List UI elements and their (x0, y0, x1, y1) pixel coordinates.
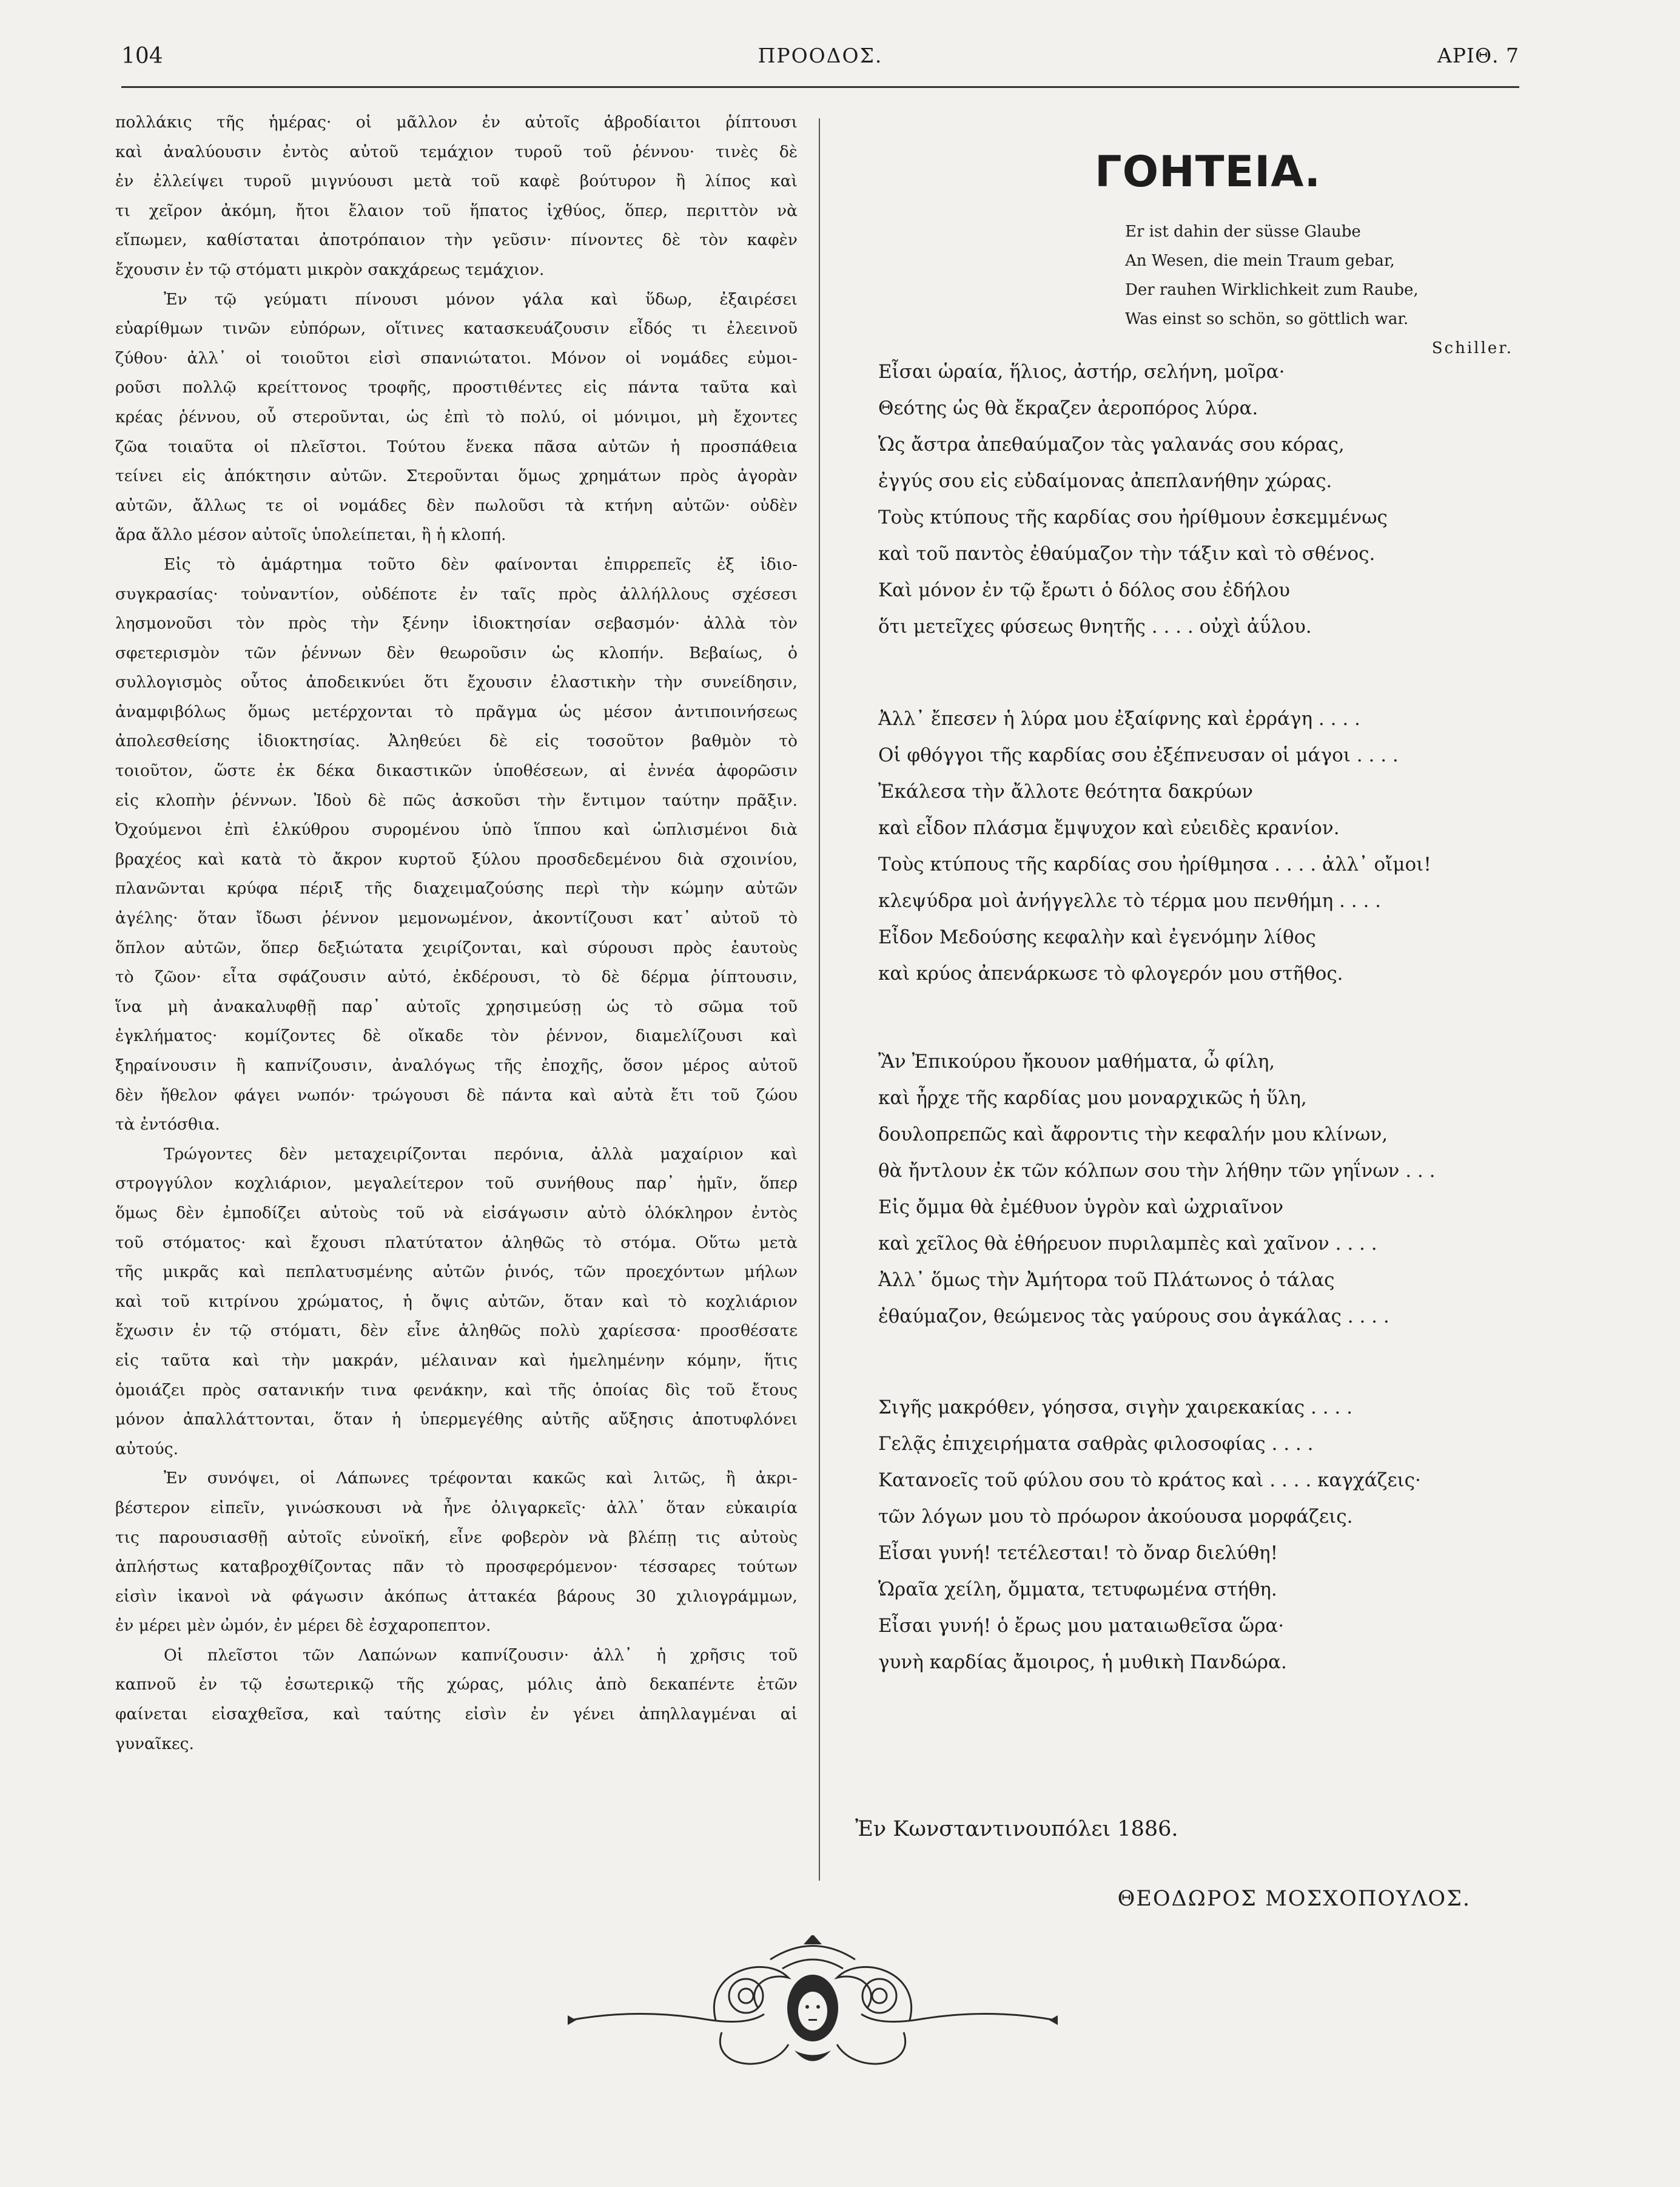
text-line: ὁμοιάζει πρὸς σατανικήν τινα φενάκην, καὶ τῆς ὁποίας δὶς τοῦ ἔτους (115, 1380, 798, 1400)
text-line: ἐν ἐλλείψει τυροῦ μιγνύουσι μετὰ τοῦ καφὲ βούτυρον ἢ λίπος καὶ (115, 172, 798, 191)
header-rule (121, 86, 1519, 88)
issue-number: ΑΡΙΘ. 7 (1437, 44, 1519, 67)
poem-line: Εἶδον Μεδούσης κεφαλὴν καὶ ἐγενόμην λίθος (878, 926, 1316, 948)
poem-line: κλεψύδρα μοὶ ἀνήγγελλε τὸ τέρμα μου πενθήμη . . . . (878, 890, 1382, 912)
page-header (121, 44, 1519, 86)
poem-stanza (878, 354, 1533, 645)
text-line: ἀπλήστως καταβροχθίζοντας πᾶν τὸ προσφερόμενον· τέσσαρες τούτων (115, 1557, 798, 1577)
text-line: Ὀχούμενοι ἐπὶ ἑλκύθρου συρομένου ὑπὸ ἵππου καὶ ὡπλισμένοι διὰ (115, 820, 798, 840)
text-line: ἵνα μὴ ἀνακαλυφθῇ παρ᾽ αὐτοῖς χρησιμεύσῃ ὡς τὸ σῶμα τοῦ (115, 997, 798, 1016)
poem-line: Κατανοεῖς τοῦ φύλου σου τὸ κράτος καὶ . . . . καγχάζεις· (878, 1469, 1421, 1491)
poem-line: Ἐκάλεσα τὴν ἄλλοτε θεότητα δακρύων (878, 781, 1254, 803)
text-line: τοιοῦτον, ὥστε ἐκ δέκα δικαστικῶν ὑποθέσεων, αἱ ἐννέα ἀφορῶσιν (115, 761, 798, 781)
text-line: εὐαρίθμων τινῶν εὐπόρων, οἵτινες κατασκευάζουσιν εἶδός τι ἐλεεινοῦ (115, 319, 798, 339)
text-line: ζύθου· ἀλλ᾽ οἱ τοιοῦτοι εἰσὶ σπανιώτατοι. Μόνον οἱ νομάδες εὐμοι- (115, 348, 798, 368)
poem-line: Ἀλλ᾽ ἔπεσεν ἡ λύρα μου ἐξαίφνης καὶ ἐρράγη . . . . (878, 708, 1360, 730)
text-line: Ἐν τῷ γεύματι πίνουσι μόνον γάλα καὶ ὕδωρ, ἐξαιρέσει (164, 289, 798, 309)
poem-stanza (878, 1389, 1533, 1680)
text-line: κρέας ῥέννου, οὗ στεροῦνται, ὡς ἐπὶ τὸ πολύ, οἱ μόνιμοι, μὴ ἔχοντες (115, 407, 798, 426)
epigraph-line: An Wesen, die mein Traum gebar, (1125, 252, 1395, 270)
text-line: ζῶα τοιαῦτα οἱ πλεῖστοι. Τούτου ἕνεκα πᾶσα αὐτῶν ἡ προσπάθεια (115, 437, 798, 456)
text-line: Οἱ πλεῖστοι τῶν Λαπώνων καπνίζουσιν· ἀλλ᾽ ἡ χρῆσις τοῦ (164, 1645, 798, 1665)
poem-title: ΓΟΗΤΕΙΑ. (1095, 147, 1322, 197)
column-divider (819, 118, 820, 1881)
poem-line: ὅτι μετεῖχες φύσεως θνητῆς . . . . οὐχὶ ἀΰλου. (878, 616, 1312, 638)
poem-line: Εἰς ὄμμα θὰ ἐμέθυον ὑγρὸν καὶ ὠχριαῖνον (878, 1196, 1284, 1218)
poem-stanza (878, 701, 1533, 992)
text-line: σφετερισμὸν τῶν ῥέννων δὲν θεωροῦσιν ὡς κλοπήν. Βεβαίως, ὁ (115, 643, 798, 662)
text-line: συγκρασίας· τοὐναντίον, οὐδέποτε ἐν ταῖς πρὸς ἀλλήλλους σχέσεσι (115, 584, 798, 604)
text-line: καὶ τοῦ κιτρίνου χρώματος, ἡ ὄψις αὐτῶν, ὅταν καὶ τὸ κοχλιάριον (115, 1292, 798, 1311)
text-line: ξηραίνουσιν ἢ καπνίζουσιν, ἀναλόγως τῆς ἐποχῆς, ὅσον μέρος αὐτοῦ (115, 1056, 798, 1075)
poem-line: Οἱ φθόγγοι τῆς καρδίας σου ἐξέπνευσαν οἱ μάγοι . . . . (878, 744, 1399, 766)
poem-line: θὰ ἤντλουν ἐκ τῶν κόλπων σου τὴν λήθην τῶν γηΐνων . . . (878, 1160, 1436, 1182)
text-line: τὸ ζῶον· εἶτα σφάζουσιν αὐτό, ἐκδέρουσι, τὸ δὲ δέρμα ῥίπτουσιν, (115, 968, 798, 987)
text-line: ἀναμφιβόλως ὅμως μετέρχονται τὸ πρᾶγμα ὡς μέσον ἀντιποινήσεως (115, 702, 798, 721)
epigraph-line: Er ist dahin der süsse Glaube (1125, 223, 1361, 241)
poem-line: Γελᾷς ἐπιχειρήματα σαθρὰς φιλοσοφίας . . . . (878, 1433, 1314, 1455)
journal-title: ΠΡΟΟΔΟΣ. (758, 44, 883, 67)
text-line: τοῦ στόματος· καὶ ἔχουσι πλατύτατον ἀληθῶς τὸ στόμα. Οὕτω μετὰ (115, 1233, 798, 1252)
text-line: Τρώγοντες δὲν μεταχειρίζονται περόνια, ἀλλὰ μαχαίριον καὶ (164, 1144, 798, 1164)
text-line: στρογγύλον κοχλιάριον, μεγαλείτερον τοῦ συνήθους παρ᾽ ἡμῖν, ὅπερ (115, 1174, 798, 1193)
text-line: πλανῶνται κρύφα πέριξ τῆς διαχειμαζούσης περὶ τὴν κώμην αὐτῶν (115, 879, 798, 898)
epigraph-line: Was einst so schön, so göttlich war. (1125, 310, 1409, 328)
text-line: πολλάκις τῆς ἡμέρας· οἱ μᾶλλον ἐν αὐτοῖς ἁβροδίαιτοι ῥίπτουσι (115, 113, 798, 132)
poem-stanza (878, 1043, 1533, 1335)
text-line: ἀπολεσθείσης ἰδιοκτησίας. Ἀληθεύει δὲ εἰς τοσοῦτον βαθμὸν τὸ (115, 732, 798, 751)
text-line: ὅμως δὲν ἐμποδίζει αὐτοὺς τοῦ νὰ εἰσάγωσιν αὐτὸ ὁλόκληρον ἐντὸς (115, 1203, 798, 1222)
text-line: λησμονοῦσι τὸν πρὸς τὴν ξένην ἰδιοκτησίαν σεβασμόν· ἀλλὰ τὸν (115, 614, 798, 633)
poem-line: δουλοπρεπῶς καὶ ἄφροντις τὴν κεφαλήν μου κλίνων, (878, 1124, 1388, 1145)
text-line: ἐν μέρει μὲν ὠμόν, ἐν μέρει δὲ ἐσχαροπεπτον. (115, 1616, 491, 1636)
poem-line: καὶ κρύος ἀπενάρκωσε τὸ φλογερόν μου στῆθος. (878, 963, 1343, 985)
poem-line: Εἶσαι γυνή! τετέλεσται! τὸ ὄναρ διελύθη! (878, 1542, 1278, 1564)
text-line: Εἰς τὸ ἁμάρτημα τοῦτο δὲν φαίνονται ἐπιρρεπεῖς ἐξ ἰδιο- (164, 554, 798, 574)
text-line: εἴπωμεν, καθίσταται ἀποτρόπαιον τὴν γεῦσιν· πίνοντες δὲ τὸν καφὲν (115, 231, 798, 250)
poem-line: καὶ εἶδον πλάσμα ἔμψυχον καὶ εὐειδὲς κρανίον. (878, 817, 1340, 839)
poem-signature: ΘΕΟΔΩΡΟΣ ΜΟΣΧΟΠΟΥΛΟΣ. (1117, 1887, 1471, 1911)
epigraph-author: Schiller. (1431, 339, 1513, 357)
poem-line: καὶ ἦρχε τῆς καρδίας μου μοναρχικῶς ἡ ὕλη, (878, 1087, 1307, 1109)
poem-line: γυνὴ καρδίας ἄμοιρος, ἡ μυθικὴ Πανδώρα. (878, 1651, 1287, 1673)
poem-line: Ἀλλ᾽ ὅμως τὴν Ἀμήτορα τοῦ Πλάτωνος ὁ τάλας (878, 1269, 1335, 1291)
poem-line: ἐγγύς σου εἰς εὐδαίμονας ἀπεπλανήθην χώρας. (878, 470, 1332, 492)
poem-line: καὶ τοῦ παντὸς ἐθαύμαζον τὴν τάξιν καὶ τὸ σθένος. (878, 543, 1376, 565)
text-line: μόνον ἀπαλλάττονται, ὅταν ἡ ὑπερμεγέθης αὐτῆς αὔξησις ἀποτυφλόνει (115, 1410, 798, 1429)
poem-line: ἐθαύμαζον, θεώμενος τὰς γαύρους σου ἀγκάλας . . . . (878, 1306, 1389, 1327)
poem-epigraph (1125, 217, 1513, 363)
poem-line: καὶ χεῖλος θὰ ἐθήρευον πυριλαμπὲς καὶ χαῖνον . . . . (878, 1233, 1377, 1255)
text-line: ἔχωσιν ἐν τῷ στόματι, δὲν εἶνε ἀληθῶς πολὺ χαρίεσσα· προσθέσατε (115, 1321, 798, 1341)
poem-line: Ὡς ἄστρα ἀπεθαύμαζον τὰς γαλανάς σου κόρας, (878, 434, 1345, 456)
tailpiece-ornament-icon (564, 1935, 1061, 2075)
poem-line: Εἶσαι γυνή! ὁ ἔρως μου ματαιωθεῖσα ὥρα· (878, 1615, 1285, 1637)
text-line: ὅπλον αὐτῶν, ὅπερ δεξιώτατα χειρίζονται, καὶ σύρουσι πρὸς ἑαυτοὺς (115, 938, 798, 957)
poem-line: Εἶσαι ὡραία, ἥλιος, ἀστήρ, σελήνη, μοῖρα· (878, 361, 1285, 383)
poem-line: τῶν λόγων μου τὸ πρόωρον ἀκούουσα μορφάζεις. (878, 1506, 1353, 1528)
epigraph-line: Der rauhen Wirklichkeit zum Raube, (1125, 281, 1419, 299)
text-line: ἀγέλης· ὅταν ἴδωσι ῥέννον μεμονωμένον, ἀκοντίζουσι κατ᾽ αὐτοῦ τὸ (115, 909, 798, 928)
text-line: βέστερον εἰπεῖν, γινώσκουσι νὰ ἦνε ὀλιγαρκεῖς· ἀλλ᾽ ὅταν εὐκαιρία (115, 1498, 798, 1517)
text-line: καὶ ἀναλύουσιν ἐντὸς αὐτοῦ τεμάχιον τυροῦ τοῦ ῥέννου· τινὲς δὲ (115, 142, 798, 161)
text-line: ἔχουσιν ἐν τῷ στόματι μικρὸν σακχάρεως τεμάχιον. (115, 260, 545, 279)
text-line: τῆς μικρᾶς καὶ πεπλατυσμένης αὐτῶν ῥινός, τῶν προεχόντων μήλων (115, 1262, 798, 1282)
text-line: συλλογισμὸς οὗτος ἀποδεικνύει ὅτι ἔχουσιν ἐλαστικὴν τὴν συνείδησιν, (115, 673, 798, 692)
text-line: βραχέος καὶ κατὰ τὸ ἄκρον κυρτοῦ ξύλου προσδεδεμένου διὰ σχοινίου, (115, 849, 798, 869)
text-line: καπνοῦ ἐν τῷ ἐσωτερικῷ τῆς χώρας, μόλις ἀπὸ δεκαπέντε ἐτῶν (115, 1675, 798, 1694)
text-line: γυναῖκες. (115, 1734, 194, 1753)
text-line: ροῦσι πολλῷ κρείττονος τροφῆς, προστιθέντες εἰς πάντα ταῦτα καὶ (115, 378, 798, 397)
poem-line: Τοὺς κτύπους τῆς καρδίας σου ἠρίθμουν ἐσκεμμένως (878, 507, 1388, 528)
poem-line: Ὡραῖα χείλη, ὄμματα, τετυφωμένα στήθη. (878, 1579, 1277, 1600)
text-line: Ἐν συνόψει, οἱ Λάπωνες τρέφονται κακῶς καὶ λιτῶς, ἢ ἀκρι- (164, 1469, 798, 1488)
page-number: 104 (121, 44, 163, 69)
text-line: αὐτῶν, ἄλλως τε οἱ νομάδες δὲν πωλοῦσι τὰ κτήνη αὐτῶν· οὐδὲν (115, 496, 798, 515)
poem-line: Σιγῆς μακρόθεν, γόησσα, σιγὴν χαιρεκακίας . . . . (878, 1397, 1352, 1418)
text-line: ἄρα ἄλλο μέσον αὐτοῖς ὑπολείπεται, ἢ ἡ κλοπή. (115, 525, 506, 545)
poem-dateline: Ἐν Κωνσταντινουπόλει 1886. (855, 1817, 1178, 1841)
poem-line: Ἂν Ἐπικούρου ἤκουον μαθήματα, ὦ φίλη, (878, 1051, 1275, 1073)
text-line: τι χεῖρον ἀκόμη, ἤτοι ἔλαιον τοῦ ἥπατος ἰχθύος, ὅπερ, περιττὸν νὰ (115, 201, 798, 220)
text-line: ἐγκλήματος· κομίζοντες δὲ οἴκαδε τὸν ῥέννον, διαμελίζουσι καὶ (115, 1026, 798, 1046)
text-line: εἰς ταῦτα καὶ τὴν μακράν, μέλαιναν καὶ ἠμελημένην κόμην, ἥτις (115, 1350, 798, 1370)
poem-line: Θεότης ὡς θὰ ἔκραζεν ἀεροπόρος λύρα. (878, 397, 1258, 419)
text-line: τὰ ἐντόσθια. (115, 1115, 220, 1134)
article-continuation-column (115, 108, 798, 1759)
text-line: τείνει εἰς ἀπόκτησιν αὐτῶν. Στεροῦνται ὅμως χρημάτων πρὸς ἀγορὰν (115, 467, 798, 486)
text-line: δὲν ἤθελον φάγει νωπόν· τρώγουσι δὲ πάντα καὶ αὐτὰ ἔτι τοῦ ζώου (115, 1085, 798, 1105)
text-line: τις παρουσιασθῇ αὐτοῖς εὐνοϊκή, εἶνε φοβερὸν νὰ βλέπῃ τις αὐτοὺς (115, 1528, 798, 1547)
text-line: φαίνεται εἰσαχθεῖσα, καὶ ταύτης εἰσὶν ἐν γένει ἀπηλλαγμέναι αἱ (115, 1705, 798, 1724)
text-line: εἰς κλοπὴν ῥέννων. Ἰδοὺ δὲ πῶς ἀσκοῦσι τὴν ἔντιμον ταύτην πρᾶξιν. (115, 790, 798, 810)
text-line: εἰσὶν ἱκανοὶ νὰ φάγωσιν ἀκόπως ἀττακέα βάρους 30 χιλιογράμμων, (115, 1586, 798, 1606)
poem-line: Τοὺς κτύπους τῆς καρδίας σου ἠρίθμησα . . . . ἀλλ᾽ οἴμοι! (878, 854, 1431, 875)
poem-line: Καὶ μόνον ἐν τῷ ἔρωτι ὁ δόλος σου ἐδήλου (878, 579, 1290, 601)
text-line: αὐτούς. (115, 1439, 178, 1458)
